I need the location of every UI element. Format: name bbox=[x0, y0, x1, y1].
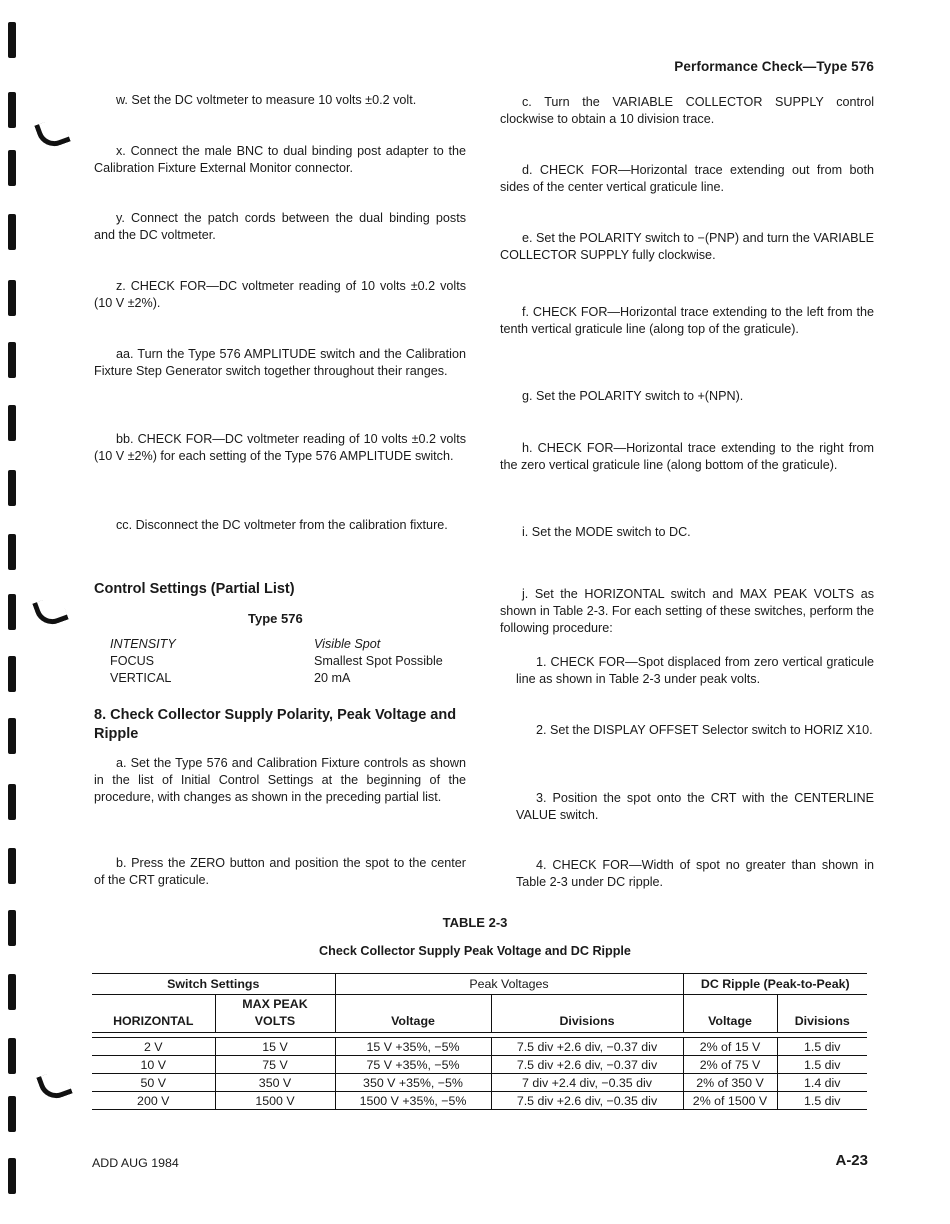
control-settings-list bbox=[110, 636, 460, 687]
header-ripple-divisions: Divisions bbox=[777, 1012, 867, 1033]
step-h: h. CHECK FOR—Horizontal trace extending to the right from the zero vertical graticule line (along bottom of the graticule). bbox=[500, 441, 874, 472]
table-caption: Check Collector Supply Peak Voltage and DC Ripple bbox=[319, 944, 631, 958]
table-number: TABLE 2-3 bbox=[442, 915, 508, 930]
step-w: w. Set the DC voltmeter to measure 10 volts ±0.2 volt. bbox=[116, 93, 417, 107]
cell-ripple-voltage: 2% of 75 V bbox=[683, 1056, 777, 1074]
page-number: A-23 bbox=[835, 1152, 868, 1169]
setting-control: INTENSITY bbox=[110, 637, 176, 651]
step-b: b. Press the ZERO button and position the spot to the center of the CRT graticule. bbox=[94, 856, 466, 887]
table-row bbox=[92, 1056, 867, 1074]
header-horizontal: HORIZONTAL bbox=[92, 1012, 215, 1033]
substep-3: 3. Position the spot onto the CRT with the CENTERLINE VALUE switch. bbox=[516, 791, 874, 822]
header-max-peak: MAX PEAK bbox=[215, 995, 335, 1013]
cell-peak-voltage: 15 V +35%, −5% bbox=[335, 1038, 491, 1056]
setting-value: 20 mA bbox=[314, 671, 351, 685]
step-aa: aa. Turn the Type 576 AMPLITUDE switch and the Calibration Fixture Step Generator switch together throughout their ranges. bbox=[94, 347, 466, 378]
setting-row bbox=[110, 636, 460, 653]
table-row bbox=[92, 1092, 867, 1110]
setting-value: Smallest Spot Possible bbox=[314, 654, 443, 668]
cell-ripple-voltage: 2% of 15 V bbox=[683, 1038, 777, 1056]
substep-2: 2. Set the DISPLAY OFFSET Selector switch to HORIZ X10. bbox=[536, 723, 873, 737]
cell-peak-divisions: 7.5 div +2.6 div, −0.37 div bbox=[491, 1056, 683, 1074]
setting-row bbox=[110, 653, 460, 670]
step-g: g. Set the POLARITY switch to +(NPN). bbox=[522, 389, 744, 403]
cell-peak-voltage: 1500 V +35%, −5% bbox=[335, 1092, 491, 1110]
header-ripple-voltage: Voltage bbox=[683, 1012, 777, 1033]
step-i: i. Set the MODE switch to DC. bbox=[522, 525, 691, 539]
revision-note: ADD AUG 1984 bbox=[92, 1156, 179, 1170]
cell-peak-divisions: 7 div +2.4 div, −0.35 div bbox=[491, 1074, 683, 1092]
cell-ripple-voltage: 2% of 350 V bbox=[683, 1074, 777, 1092]
table-row bbox=[92, 1038, 867, 1056]
cell-ripple-voltage: 2% of 1500 V bbox=[683, 1092, 777, 1110]
cell-ripple-divisions: 1.5 div bbox=[777, 1092, 867, 1110]
section-heading: 8. Check Collector Supply Polarity, Peak Voltage and Ripple bbox=[94, 707, 457, 742]
group-header-peak-voltages: Peak Voltages bbox=[335, 974, 683, 995]
step-bb: bb. CHECK FOR—DC voltmeter reading of 10 volts ±0.2 volts (10 V ±2%) for each setting of the Type 576 AMPLITUDE switch. bbox=[94, 432, 466, 463]
header-volts: VOLTS bbox=[215, 1012, 335, 1033]
cell-horizontal: 200 V bbox=[92, 1092, 215, 1110]
cell-ripple-divisions: 1.5 div bbox=[777, 1056, 867, 1074]
substep-1: 1. CHECK FOR—Spot displaced from zero vertical graticule line as shown in Table 2-3 under peak volts. bbox=[516, 655, 874, 686]
step-f: f. CHECK FOR—Horizontal trace extending to the left from the tenth vertical graticule line (along top of the graticule). bbox=[500, 305, 874, 336]
cell-ripple-divisions: 1.5 div bbox=[777, 1038, 867, 1056]
header-peak-divisions: Divisions bbox=[491, 1012, 683, 1033]
setting-value: Visible Spot bbox=[314, 637, 381, 651]
step-x: x. Connect the male BNC to dual binding post adapter to the Calibration Fixture External Monitor connector. bbox=[94, 144, 466, 175]
cell-peak-divisions: 7.5 div +2.6 div, −0.37 div bbox=[491, 1038, 683, 1056]
control-settings-heading: Control Settings (Partial List) bbox=[94, 581, 295, 597]
cell-max-peak-volts: 75 V bbox=[215, 1056, 335, 1074]
table-row bbox=[92, 1074, 867, 1092]
cell-max-peak-volts: 350 V bbox=[215, 1074, 335, 1092]
cell-peak-divisions: 7.5 div +2.6 div, −0.35 div bbox=[491, 1092, 683, 1110]
cell-max-peak-volts: 15 V bbox=[215, 1038, 335, 1056]
header-peak-voltage: Voltage bbox=[335, 1012, 491, 1033]
running-head: Performance Check—Type 576 bbox=[674, 59, 874, 74]
peak-voltage-ripple-table bbox=[92, 973, 867, 1110]
cell-max-peak-volts: 1500 V bbox=[215, 1092, 335, 1110]
cell-horizontal: 2 V bbox=[92, 1038, 215, 1056]
setting-control: FOCUS bbox=[110, 654, 155, 668]
control-settings-subheading: Type 576 bbox=[248, 611, 303, 626]
substep-4: 4. CHECK FOR—Width of spot no greater than shown in Table 2-3 under DC ripple. bbox=[516, 858, 874, 889]
step-c: c. Turn the VARIABLE COLLECTOR SUPPLY control clockwise to obtain a 10 division trace. bbox=[500, 95, 874, 126]
step-e: e. Set the POLARITY switch to −(PNP) and turn the VARIABLE COLLECTOR SUPPLY fully clockwise. bbox=[500, 231, 874, 262]
group-header-switch-settings: Switch Settings bbox=[92, 974, 335, 995]
setting-control: VERTICAL bbox=[110, 671, 172, 685]
cell-peak-voltage: 350 V +35%, −5% bbox=[335, 1074, 491, 1092]
group-header-dc-ripple: DC Ripple (Peak-to-Peak) bbox=[683, 974, 867, 995]
cell-ripple-divisions: 1.4 div bbox=[777, 1074, 867, 1092]
cell-peak-voltage: 75 V +35%, −5% bbox=[335, 1056, 491, 1074]
step-z: z. CHECK FOR—DC voltmeter reading of 10 volts ±0.2 volts (10 V ±2%). bbox=[94, 279, 466, 310]
cell-horizontal: 10 V bbox=[92, 1056, 215, 1074]
setting-row bbox=[110, 670, 460, 687]
cell-horizontal: 50 V bbox=[92, 1074, 215, 1092]
step-d: d. CHECK FOR—Horizontal trace extending out from both sides of the center vertical graticule line. bbox=[500, 163, 874, 194]
step-y: y. Connect the patch cords between the dual binding posts and the DC voltmeter. bbox=[94, 211, 466, 242]
step-cc: cc. Disconnect the DC voltmeter from the calibration fixture. bbox=[116, 518, 448, 532]
step-j: j. Set the HORIZONTAL switch and MAX PEAK VOLTS as shown in Table 2-3. For each setting of these switches, perform the following procedure: bbox=[500, 587, 874, 635]
step-a: a. Set the Type 576 and Calibration Fixture controls as shown in the list of Initial Control Settings at the beginning of the procedure, with changes as shown in the preceding partial list. bbox=[94, 756, 466, 804]
